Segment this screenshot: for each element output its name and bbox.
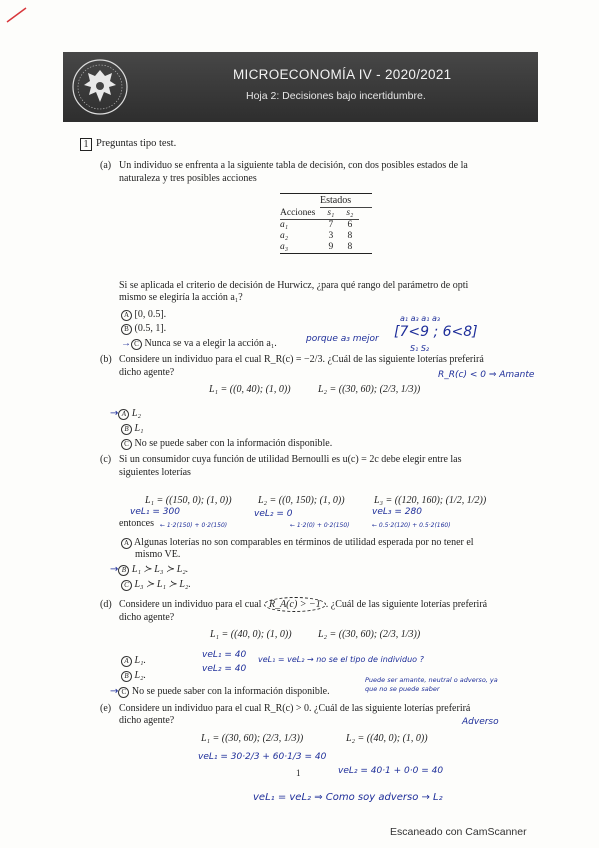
table-row: a₂ 3 8 [280,231,353,241]
qd-option-c: → C No se puede saber con la información disponible. [110,686,330,697]
qc-lottery3: L₃ = ((120, 160); (1/2, 1/2)) [374,495,487,506]
qb-label: (b) [100,354,112,365]
qc-lottery2: L₂ = ((0, 150); (1, 0)) [258,495,345,506]
qa-question2: mismo se elegiría la acción a₁? [119,292,243,303]
qe-handwritten-v2: veL₂ = 40·1 + 0·0 = 40 [338,766,444,776]
qc-handwritten-v3: veL₃ = 280 [372,507,422,517]
qa-handwritten-matrix: [7<9 ; 6<8] [394,324,478,340]
qc-handwritten-c2: ← 1·2(0) + 0·2(150) [290,522,350,529]
decision-table [280,193,372,254]
table-states-header: Estados [320,195,352,206]
qe-handwritten-conclusion: veL₁ = veL₂ ⇒ Como soy adverso → L₂ [253,792,443,803]
qa-text1: Un individuo se enfrenta a la siguiente tabla de decisión, con dos posibles estados de la [119,160,468,171]
qe-lottery2: L₂ = ((40, 0); (1, 0)) [346,733,428,744]
qd-circled-condition: R_A(c) > −1 [264,597,326,612]
qb-option-a: → A L₂ [110,408,141,419]
qd-lottery1: L₁ = ((40, 0); (1, 0)) [210,629,292,640]
table-actions-header: Acciones [280,208,316,218]
university-seal-icon [71,58,129,116]
qd-text1: Considere un individuo para el cual R_A(c) > −1 . ¿Cuál de las siguiente loterías preferirá [119,599,488,610]
qc-label: (c) [100,454,112,465]
section-number: 1 [80,138,92,151]
qa-handwritten-bottom: S₁ S₂ [410,344,430,353]
qb-option-b: B L₁ [121,423,144,435]
table-body [280,208,359,253]
qd-option-b: B L₂. [121,670,146,682]
qe-handwritten-v1: veL₁ = 30·2/3 + 60·1/3 = 40 [198,752,327,762]
qd-handwritten-note2: que no se puede saber [365,685,440,693]
qc-option-c: C L₃ ≻ L₁ ≻ L₂. [121,579,191,591]
qd-handwritten-v1: veL₁ = 40 [202,650,247,660]
qb-lottery1: L₁ = ((0, 40); (1, 0)) [209,384,291,395]
qc-handwritten-v1: veL₁ = 300 [130,507,180,517]
qb-option-c: C No se puede saber con la información disponible. [121,438,332,450]
qc-handwritten-c1: ← 1·2(150) + 0·2(150) [160,522,228,529]
qd-handwritten-v2: veL₂ = 40 [202,664,247,674]
qa-handwritten-top: a₁ a₃ a₁ a₃ [400,314,441,323]
page-title: MICROECONOMÍA IV - 2020/2021 [233,67,452,82]
qa-option-a: A [0, 0.5]. [121,309,166,321]
qd-text2: dicho agente? [119,612,175,623]
section-title: Preguntas tipo test. [96,138,177,149]
qb-text2: dicho agente? [119,367,175,378]
qc-text2: siguientes loterías [119,467,191,478]
qe-lottery1: L₁ = ((30, 60); (2/3, 1/3)) [201,733,304,744]
qb-text1: Considere un individuo para el cual R_R(c) = −2/3. ¿Cuál de las siguiente loterías preferirá [119,354,484,365]
qd-option-a: A L₁. [121,655,146,667]
qc-handwritten-v2: veL₂ = 0 [254,509,293,519]
table-row: a₁ 7 6 [280,220,353,230]
qa-handwritten-note: porque a₃ mejor [306,334,379,344]
qe-text2: dicho agente? [119,715,175,726]
qc-entonces: entonces [119,518,154,529]
qc-option-b: → B L₁ ≻ L₃ ≻ L₂. [110,564,189,575]
qb-handwritten-note: R_R(c) < 0 ⇒ Amante [438,370,535,380]
qd-label: (d) [100,599,112,610]
qa-option-b: B (0.5, 1]. [121,323,166,335]
scanner-footer: Escaneado con CamScanner [390,826,527,838]
qc-lottery1: L₁ = ((150, 0); (1, 0)) [145,495,232,506]
qa-option-c: → C Nunca se va a elegir la acción a₁. [121,338,277,349]
qe-label: (e) [100,703,112,714]
qa-text2: naturaleza y tres posibles acciones [119,173,257,184]
qc-text1: Si un consumidor cuya función de utilidad Bernoulli es u(c) = 2c debe elegir entre las [119,454,462,465]
table-col-s1: s₁ [327,208,335,218]
qe-text1: Considere un individuo para el cual R_R(c) > 0. ¿Cuál de las siguiente loterías preferirá [119,703,471,714]
qa-question1: Si se aplicada el criterio de decisión de Hurwicz, ¿para qué rango del parámetro de opti [119,280,469,291]
page-number: 1 [296,768,301,778]
qc-option-a2: mismo VE. [135,549,181,560]
qb-lottery2: L₂ = ((30, 60); (2/3, 1/3)) [318,384,421,395]
page-subtitle: Hoja 2: Decisiones bajo incertidumbre. [246,90,426,102]
header-banner [63,52,538,122]
table-row: a₃ 9 8 [280,242,353,252]
qa-label: (a) [100,160,112,171]
qc-option-a: A Algunas loterías no son comparables en términos de utilidad esperada por no tener el [121,537,474,549]
qd-lottery2: L₂ = ((30, 60); (2/3, 1/3)) [318,629,421,640]
qe-handwritten-adverso: Adverso [462,717,499,727]
pen-mark [6,6,28,24]
qc-handwritten-c3: ← 0.5·2(120) + 0.5·2(160) [372,522,451,529]
qd-handwritten-note1: Puede ser amante, neutral o adverso, ya [365,676,498,684]
table-col-s2: s₂ [346,208,354,218]
qd-handwritten-compare: veL₁ = veL₂ → no se el tipo de individuo ? [258,655,424,664]
